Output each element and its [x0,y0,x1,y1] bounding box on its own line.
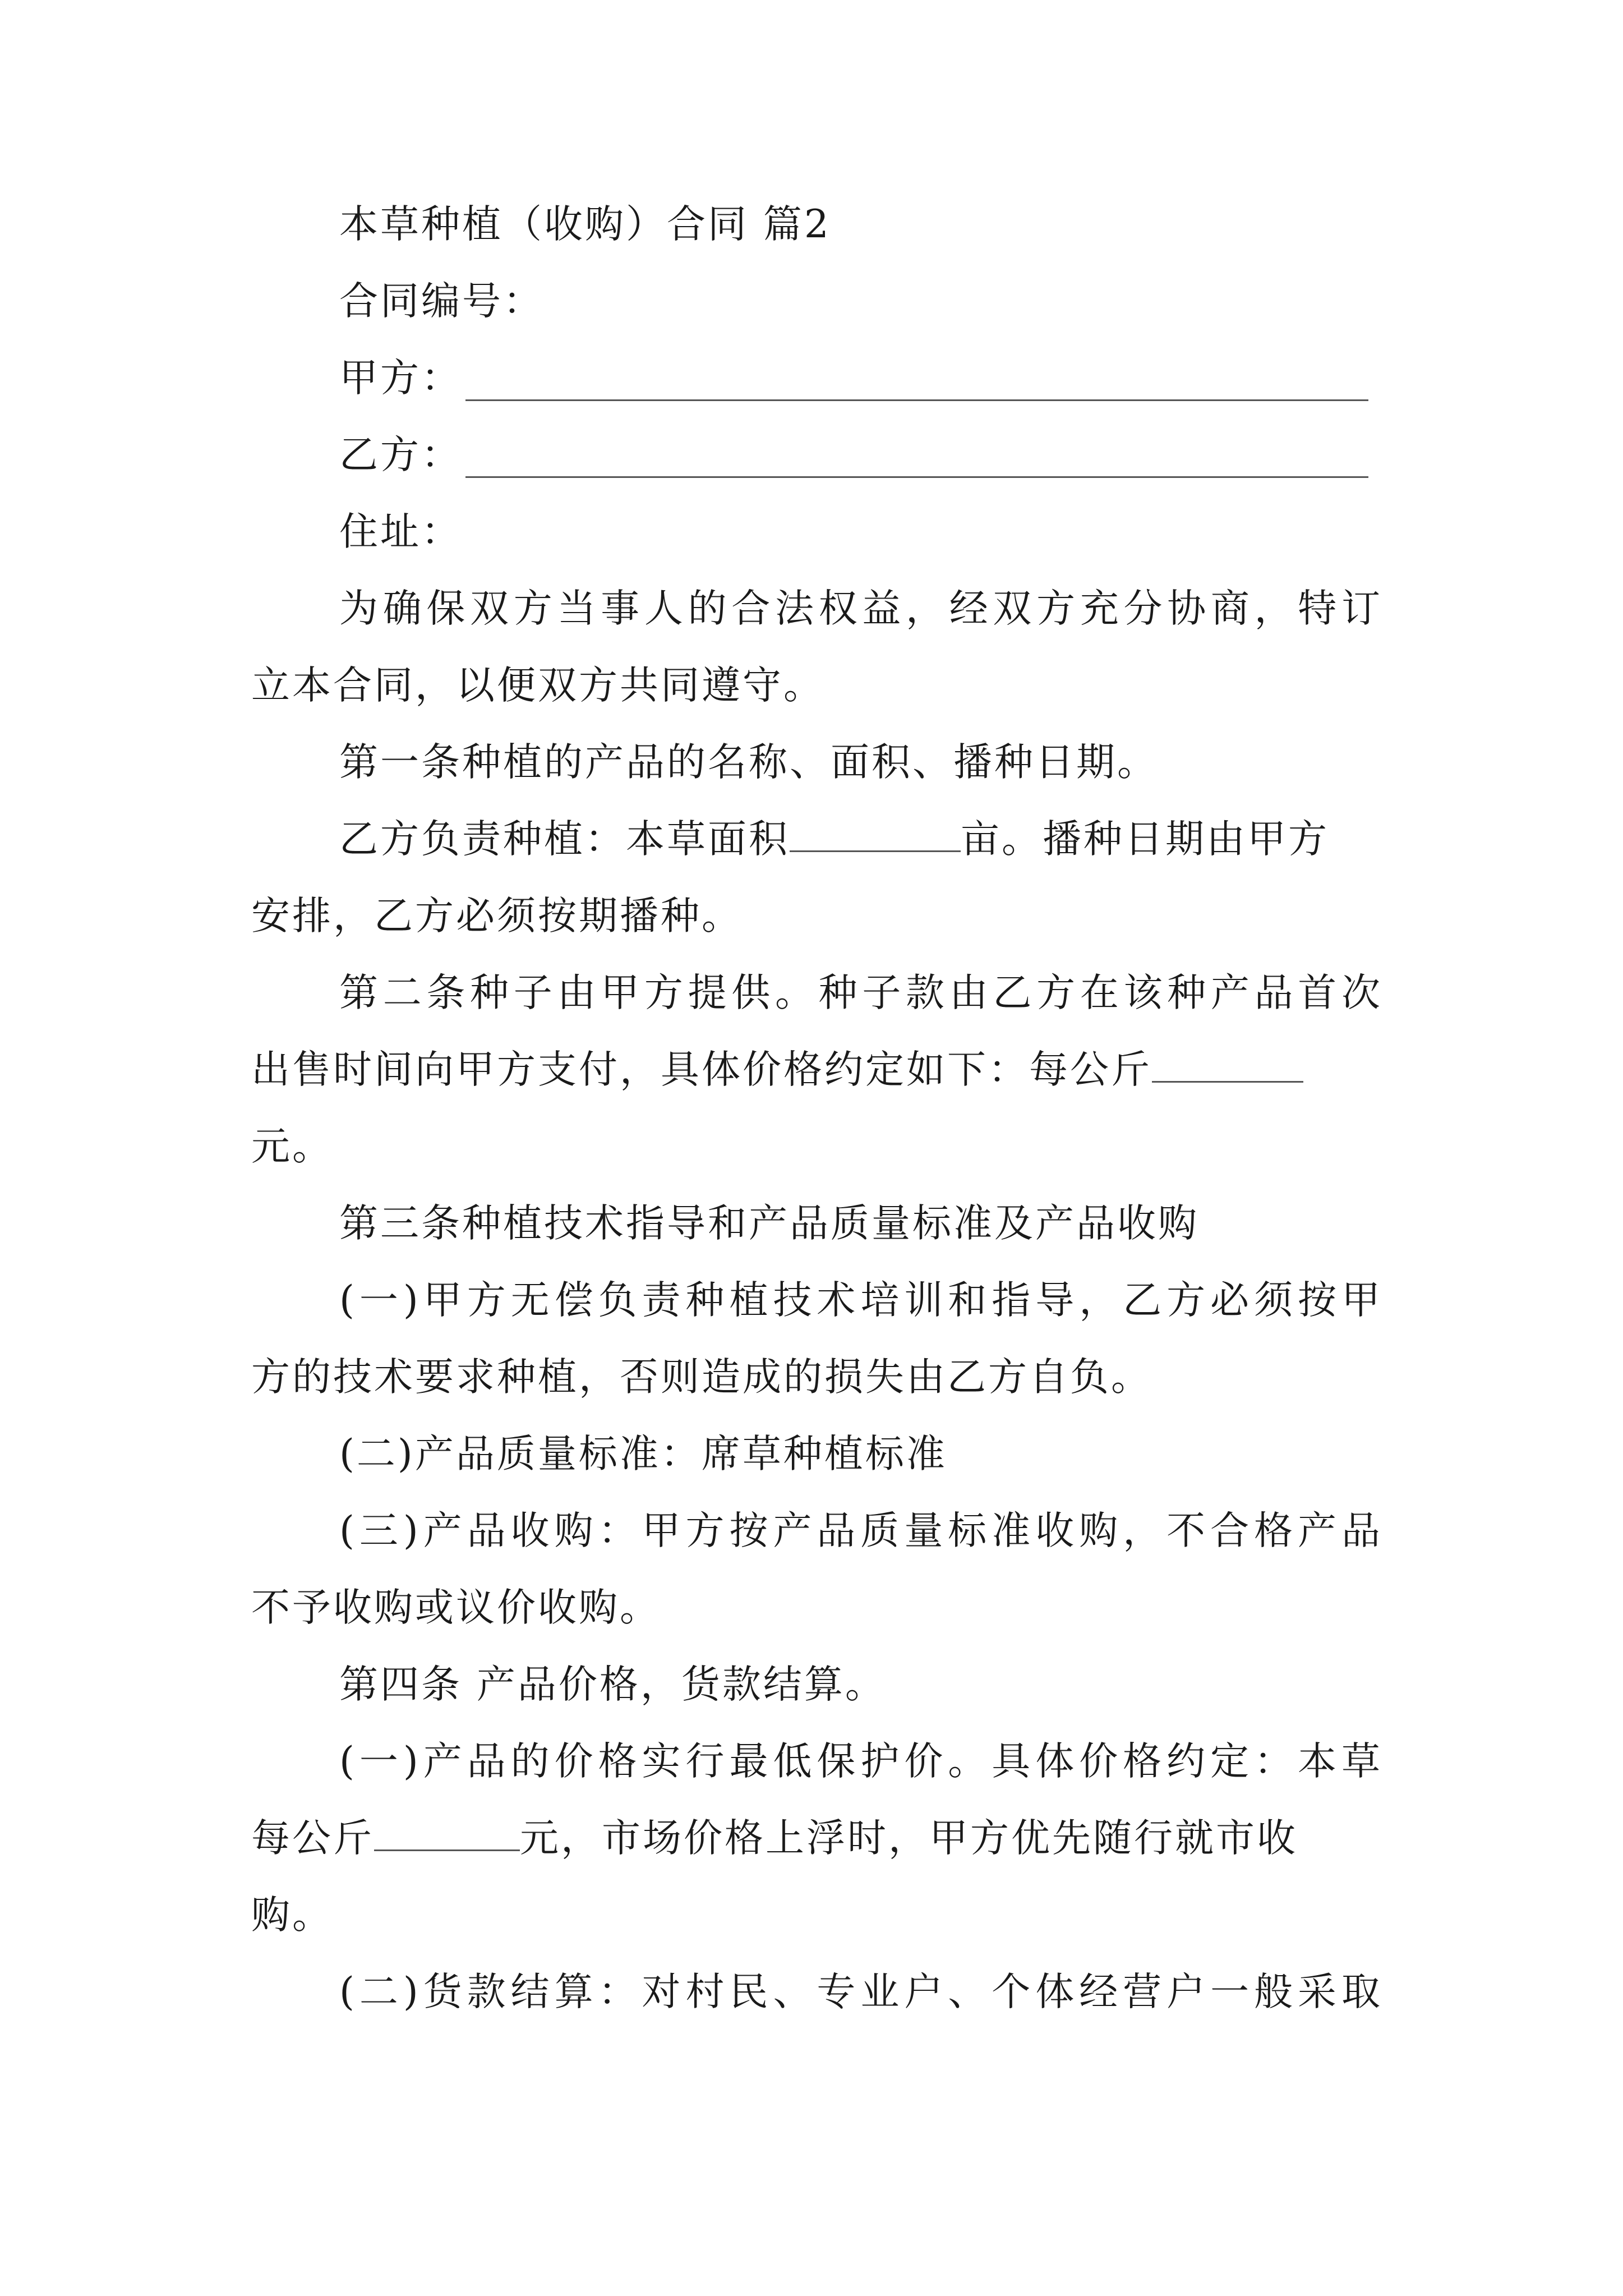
party-b-blank[interactable] [465,476,1368,478]
contract-number-label: 合同编号： [339,279,544,324]
intro-line-2: 立本合同，以便双方共同遵守。 [251,663,824,708]
article-1-line-2: 安排，乙方必须按期播种。 [251,894,743,938]
article-2-line-3: 元。 [251,1124,333,1169]
article-1-title: 第一条种植的产品的名称、面积、播种日期。 [339,740,1158,785]
article-3-item-3-line-2: 不予收购或议价收购。 [251,1585,661,1630]
intro-line-1: 为确保双方当事人的合法权益，经双方充分协商，特订 [339,586,1382,631]
article-4-item-1-line-1: (一)产品的价格实行最低保护价。具体价格约定：本草 [339,1739,1382,1784]
article-3-item-1-line-1: (一)甲方无偿负责种植技术培训和指导，乙方必须按甲 [339,1278,1382,1323]
article-4-item-1-line-2 [251,1810,1298,1866]
address-label: 住址： [339,509,462,554]
article-2-line-2 [251,1042,1303,1098]
article-3-item-3-line-1: (三)产品收购：甲方按产品质量标准收购，不合格产品 [339,1508,1382,1553]
article-3-title: 第三条种植技术指导和产品质量标准及产品收购 [339,1201,1199,1246]
article-1-text-a: 乙方负责种植：本草面积 [339,817,790,862]
product-price-blank[interactable] [374,1818,520,1851]
article-4-title: 第四条 产品价格，货款结算。 [339,1662,886,1707]
article-1-text-b: 亩。播种日期由甲方 [961,817,1329,862]
article-4-text-pre: 每公斤 [251,1816,374,1861]
party-a-label: 甲方： [339,356,462,401]
article-2-line-1: 第二条种子由甲方提供。种子款由乙方在该种产品首次 [339,970,1382,1015]
party-b-label: 乙方： [339,432,462,477]
document-title: 本草种植（收购）合同 篇2 [339,202,831,247]
article-4-item-1-line-3: 购。 [251,1893,333,1938]
article-4-item-2-line-1: (二)货款结算：对村民、专业户、个体经营户一般采取 [339,1970,1382,2014]
article-2-text-b: 出售时间向甲方支付，具体价格约定如下：每公斤 [251,1047,1152,1092]
article-4-text-post: 元，市场价格上浮时，甲方优先随行就市收 [520,1816,1298,1861]
article-1-line-1 [339,811,1329,867]
seed-price-blank[interactable] [1152,1050,1303,1083]
article-3-item-2: (二)产品质量标准：席草种植标准 [339,1432,947,1476]
party-a-blank[interactable] [465,399,1368,401]
area-blank[interactable] [790,819,961,852]
article-3-item-1-line-2: 方的技术要求种植，否则造成的损失由乙方自负。 [251,1355,1152,1400]
